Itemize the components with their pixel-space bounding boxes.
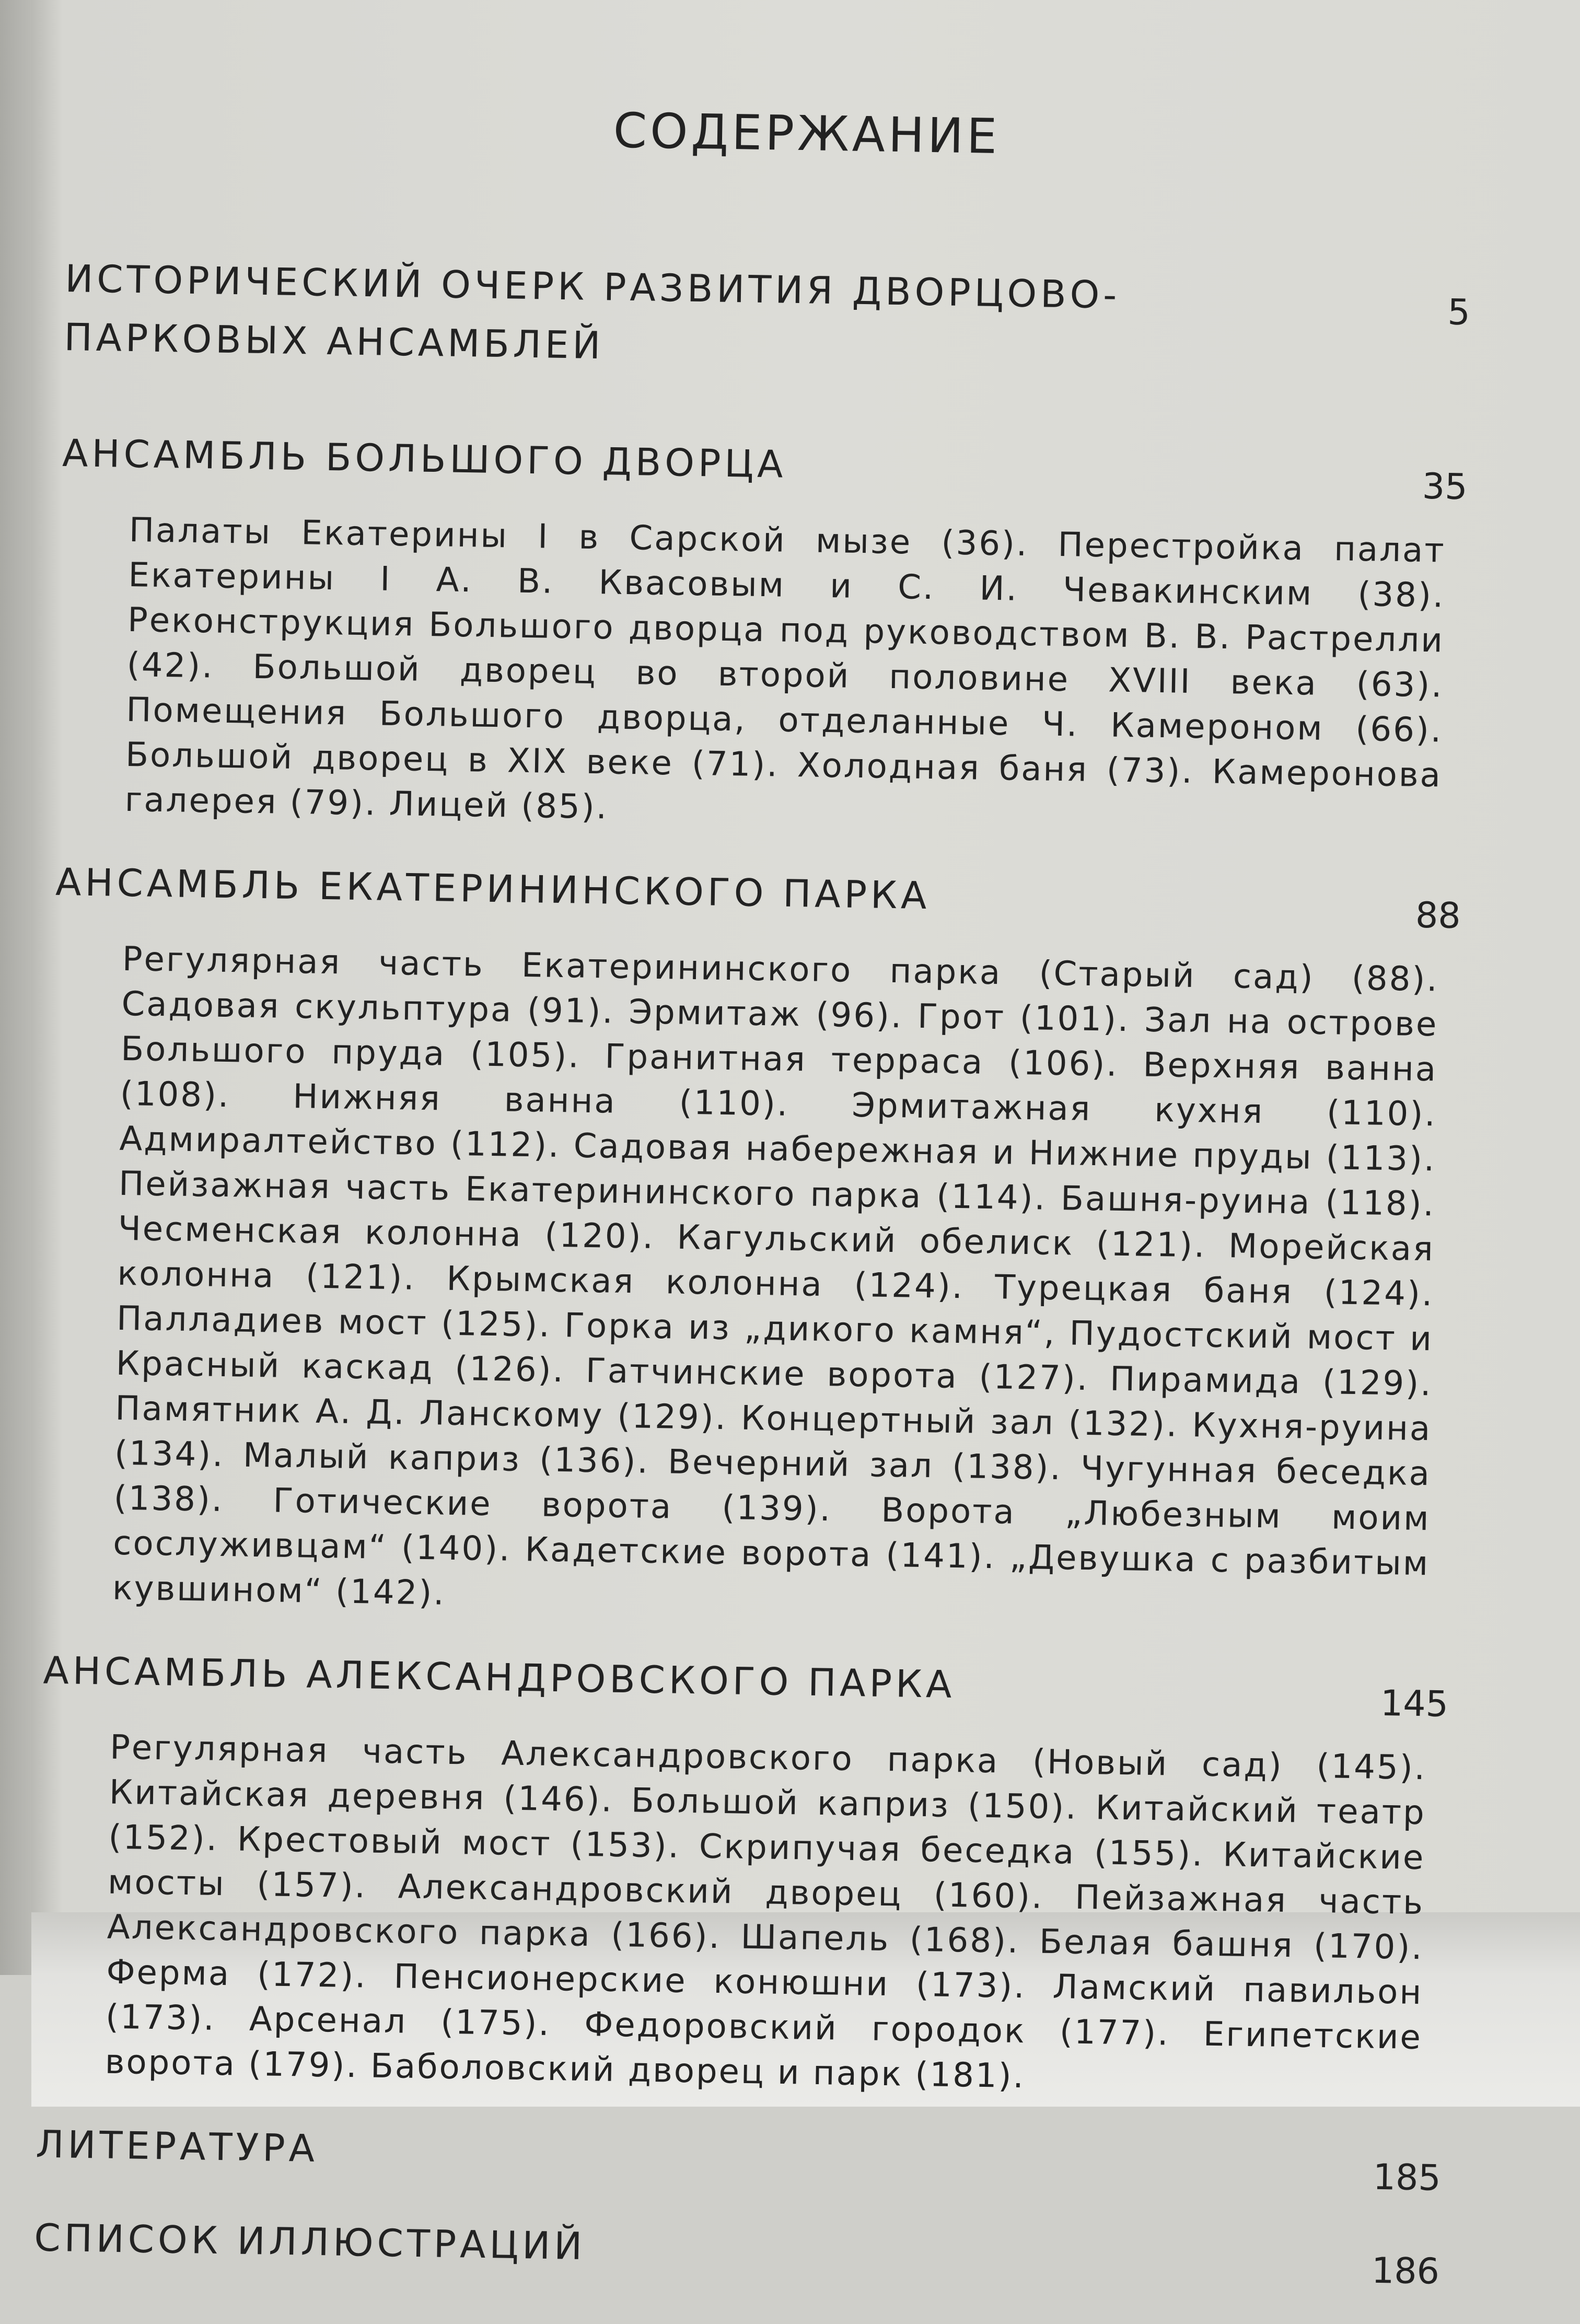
toc-section-literature [35, 2115, 1442, 2199]
section-page-number: 185 [1373, 2156, 1442, 2199]
section-page-number: 186 [1371, 2250, 1440, 2293]
toc-section-illustrations [34, 2209, 1440, 2293]
section-heading: АНСАМБЛЬ АЛЕКСАНДРОВСКОГО ПАРКА [42, 1648, 956, 1707]
section-heading: АНСАМБЛЬ ЕКАТЕРИНИНСКОГО ПАРКА [55, 859, 931, 918]
section-contents: Регулярная часть Екатерининского парка (Старый сад) (88). Садовая скульптура (91). Эрмитаж (96). Грот (101). Зал на острове Большого пруда (105). Гранитная терраса (106). Верхняя ванна (108). Нижняя ванна (110). Эрмитажная кухня (110). Адмиралтейство (112). Садовая набережная и Нижние пруды (113). Пейзажная часть Екатерининского парка (114). Башня-руина (118). Чесменская колонна (120). Кагульский обелиск (121). Морейская колонна (121). Крымская колонна (124). Турецкая баня (124). Палладиев мост (125). Горка из „дикого камня“, Пудостский мост и Красный каскад (126). Гатчинские ворота (127). Пирамида (129). Памятник А. Д. Ланскому (129). Концертный зал (132). Кухня-руина (134). Малый каприз (136). Вечерний зал (138). Чугунная беседка (138). Готические ворота (139). Ворота „Любезным моим сослуживцам“ (140). Кадетские ворота (141). „Девушка с разбитым кувшином“ (142). [112, 939, 1439, 1613]
section-page-number: 145 [1380, 1682, 1449, 1725]
section-contents: Палаты Екатерины I в Сарской мызе (36). Перестройка палат Екатерины I А. В. Квасовым и С. И. Чевакинским (38). Реконструкция Большого дворца под руководством В. В. Растрелли (42). Большой дворец во второй половине XVIII века (63). Помещения Большого дворца, отделанные Ч. Камероном (66). Большой дворец в XIX веке (71). Холодная баня (73). Камеронова галерея (79). Лицей (85). [124, 510, 1446, 827]
toc-section-great-palace [56, 424, 1468, 843]
section-page-number: 35 [1422, 466, 1468, 508]
section-heading: ЛИТЕРАТУРА [35, 2122, 319, 2171]
toc-section-alexander-park [37, 1641, 1449, 2106]
section-heading: ИСТОРИЧЕСКИЙ ОЧЕРК РАЗВИТИЯ ДВОРЦОВО-ПАРКОВЫХ АНСАМБЛЕЙ [64, 256, 1121, 368]
toc-section-catherine-park [44, 853, 1461, 1632]
table-of-contents [33, 94, 1473, 2324]
page-title: СОДЕРЖАНИЕ [613, 102, 1001, 165]
section-heading: АНСАМБЛЬ БОЛЬШОГО ДВОРЦА [62, 431, 787, 486]
section-heading: СПИСОК ИЛЛЮСТРАЦИЙ [33, 2215, 586, 2269]
section-page-number: 5 [1447, 292, 1471, 334]
toc-section-historical [64, 249, 1471, 388]
section-contents: Регулярная часть Александровского парка (Новый сад) (145). Китайская деревня (146). Большой каприз (150). Китайский театр (152). Крестовый мост (153). Скрипучая беседка (155). Китайские мосты (157). Александровский дворец (160). Пейзажная часть Александровского парка (166). Шапель (168). Белая башня (170). Ферма (172). Пенсионерские конюшни (173). Ламский павильон (173). Арсенал (175). Федоровский городок (177). Египетские ворота (179). Баболовский дворец и парк (181). [104, 1728, 1427, 2096]
section-page-number: 88 [1415, 894, 1461, 937]
